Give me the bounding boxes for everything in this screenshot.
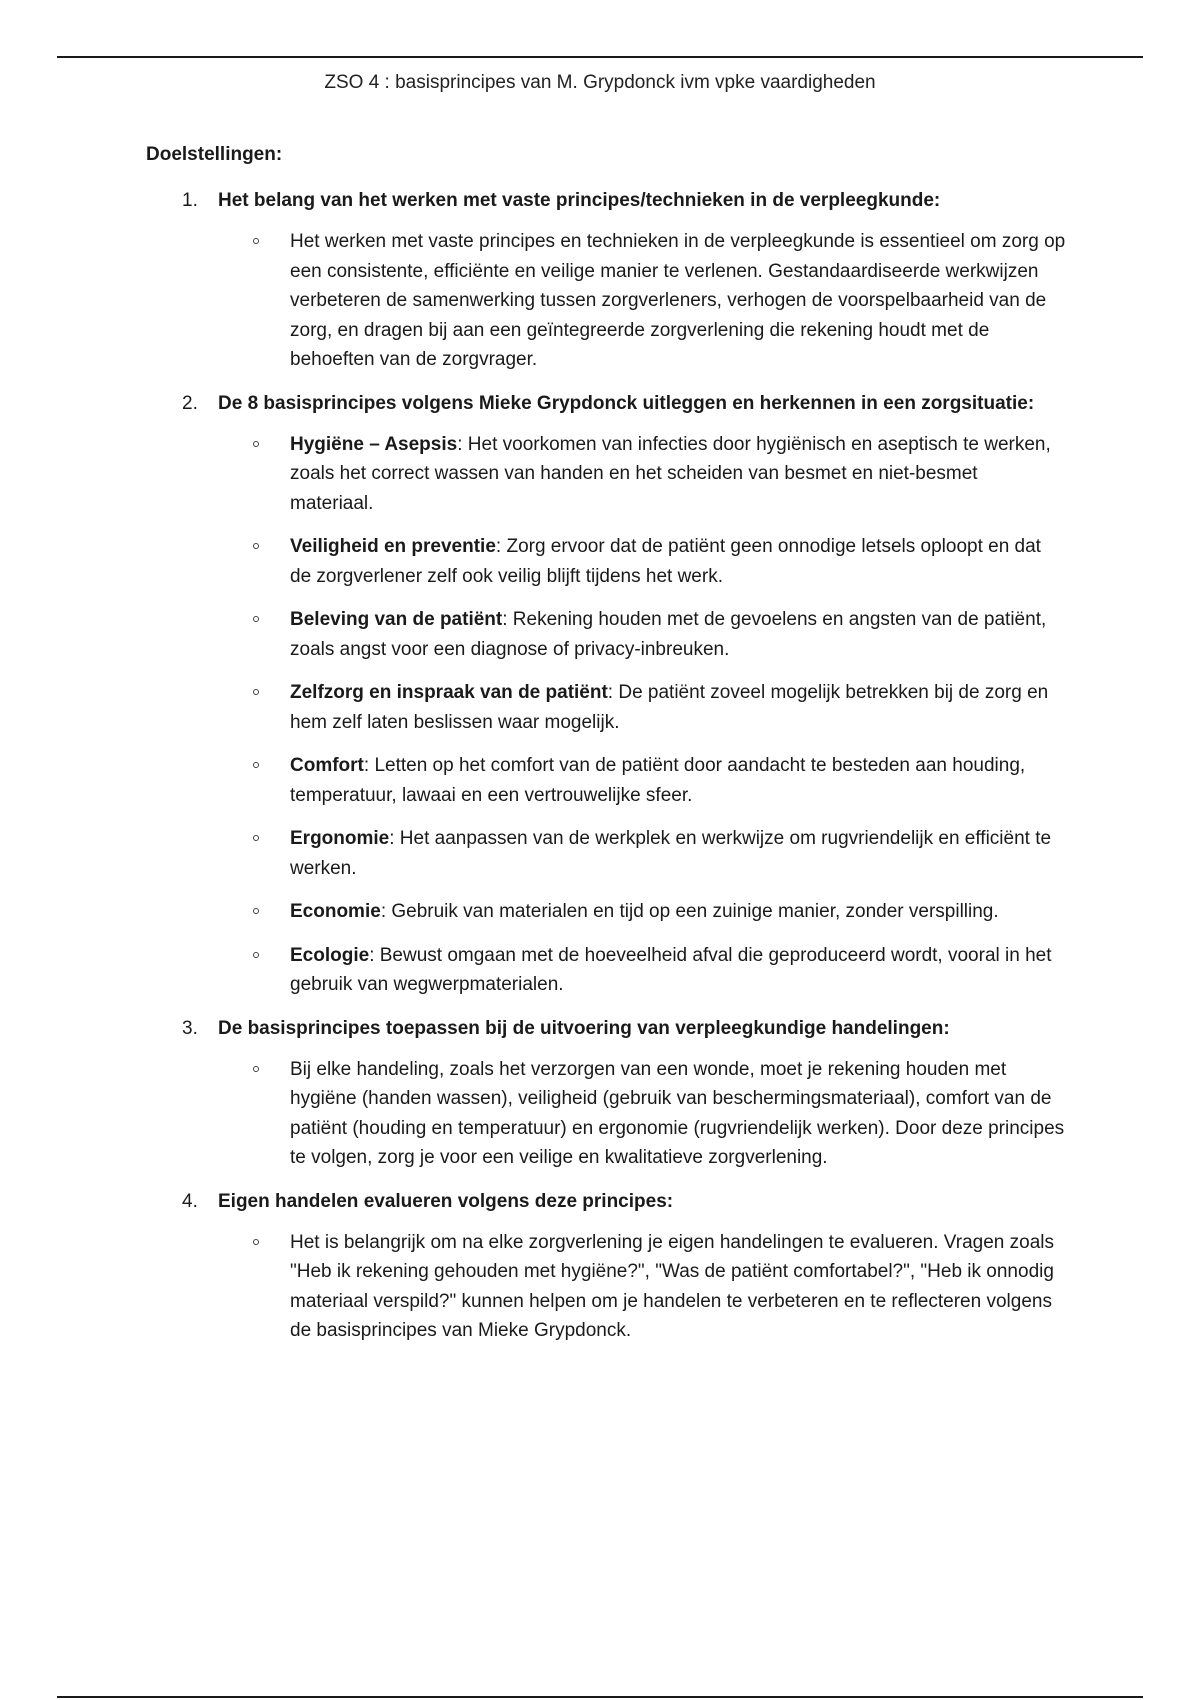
principle-text: : Het aanpassen van de werkplek en werkwijze om rugvriendelijk en efficiënt te werken. [290,828,1052,879]
principle-text: : De patiënt zoveel mogelijk betrekken bij de zorg en hem zelf laten beslissen waar mogelijk. [290,682,1049,733]
principle-comfort [218,751,1066,810]
objective-number: 1. [182,190,198,211]
document-body [146,144,1066,1360]
circle-bullet-icon [253,952,259,958]
footer-rule [57,1696,1143,1698]
principle-text: : Rekening houden met de gevoelens en angsten van de patiënt, zoals angst voor een diagnose of privacy-inbreuken. [290,609,1047,660]
principle-term: Zelfzorg en inspraak van de patiënt [290,682,608,703]
circle-bullet-icon [253,1239,259,1245]
principle-term: Veiligheid en preventie [290,536,496,557]
objective-number: 4. [182,1190,198,1212]
principle-text: : Het voorkomen van infecties door hygiënisch en aseptisch te werken, zoals het correct wassen van handen en het scheiden van besmet en niet-besmet materiaal. [290,433,1051,514]
objective-2 [146,389,1066,1000]
principle-text: : Gebruik van materialen en tijd op een zuinige manier, zonder verspilling. [380,901,999,922]
objective-heading: De 8 basisprincipes volgens Mieke Grypdonck uitleggen en herkennen in een zorgsituatie: [218,392,1035,414]
objectives-list [146,186,1066,1346]
circle-bullet-icon [253,762,259,768]
principle-self-care [218,678,1066,737]
principle-text: : Zorg ervoor dat de patiënt geen onnodige letsels oploopt en dat de zorgverlener zelf ook veilig blijft tijdens het werk. [290,536,1041,587]
principle-hygiene [218,430,1066,519]
circle-bullet-icon [253,238,259,244]
circle-bullet-icon [253,835,259,841]
principle-text: : Bewust omgaan met de hoeveelheid afval die geproduceerd wordt, vooral in het gebruik van wegwerpmaterialen. [290,944,1052,995]
objective-4 [146,1187,1066,1346]
principle-ecology [218,941,1066,1000]
item-text: Het werken met vaste principes en technieken in de verpleegkunde is essentieel om zorg op een consistente, efficiënte en veilige manier te verlenen. Gestandaardiseerde werkwijzen verbeteren de samenwerking tussen zorgverleners, verhogen de voorspelbaarheid van de zorg, en dragen bij aan een geïntegreerde zorgverlening die rekening houdt met de behoeften van de zorgvrager. [290,231,1066,370]
circle-bullet-icon [253,689,259,695]
objective-number: 2. [182,392,198,414]
header-rule [57,56,1143,58]
list-item [218,227,1066,375]
item-text: Het is belangrijk om na elke zorgverlening je eigen handelingen te evalueren. Vragen zoals "Heb ik rekening gehouden met hygiëne?", "Was de patiënt comfortabel?", "Heb ik onnodig materiaal verspild?" kunnen helpen om je handelen te verbeteren en te reflecteren volgens de basisprincipes van Mieke Grypdonck. [290,1231,1054,1341]
page-header: ZSO 4 : basisprincipes van M. Grypdonck ivm vpke vaardigheden [324,72,876,93]
circle-bullet-icon [253,1066,259,1072]
principle-term: Comfort [290,755,364,776]
principle-text: : Letten op het comfort van de patiënt door aandacht te besteden aan houding, temperatuur, lawaai en een vertrouwelijke sfeer. [290,755,1026,806]
principle-term: Economie [290,901,381,922]
principle-economy [218,897,1066,927]
objective-heading: De basisprincipes toepassen bij de uitvoering van verpleegkundige handelingen: [218,1017,950,1039]
circle-bullet-icon [253,543,259,549]
objective-heading: Eigen handelen evalueren volgens deze principes: [218,1190,674,1212]
list-item [218,1228,1066,1346]
principle-experience [218,605,1066,664]
section-title: Doelstellingen: [146,144,283,165]
circle-bullet-icon [253,616,259,622]
principle-ergonomics [218,824,1066,883]
objective-items [218,1055,1066,1173]
objective-3 [146,1014,1066,1173]
principle-term: Hygiëne – Asepsis [290,433,458,455]
objective-number: 3. [182,1017,198,1039]
circle-bullet-icon [253,908,259,914]
item-text: Bij elke handeling, zoals het verzorgen van een wonde, moet je rekening houden met hygiëne (handen wassen), veiligheid (gebruik van beschermingsmateriaal), comfort van de patiënt (houding en temperatuur) en ergonomie (rugvriendelijk werken). Door deze principes te volgen, zorg je voor een veilige en kwalitatieve zorgverlening. [290,1058,1065,1168]
circle-bullet-icon [253,441,259,447]
principle-safety [218,532,1066,591]
principles-list [218,430,1066,1000]
objective-items [218,1228,1066,1346]
principle-term: Ecologie [290,944,370,966]
principle-term: Ergonomie [290,828,390,849]
principle-term: Beleving van de patiënt [290,609,503,630]
list-item [218,1055,1066,1173]
objective-items [218,227,1066,375]
objective-heading: Het belang van het werken met vaste principes/technieken in de verpleegkunde: [218,190,941,211]
objective-1 [146,186,1066,375]
